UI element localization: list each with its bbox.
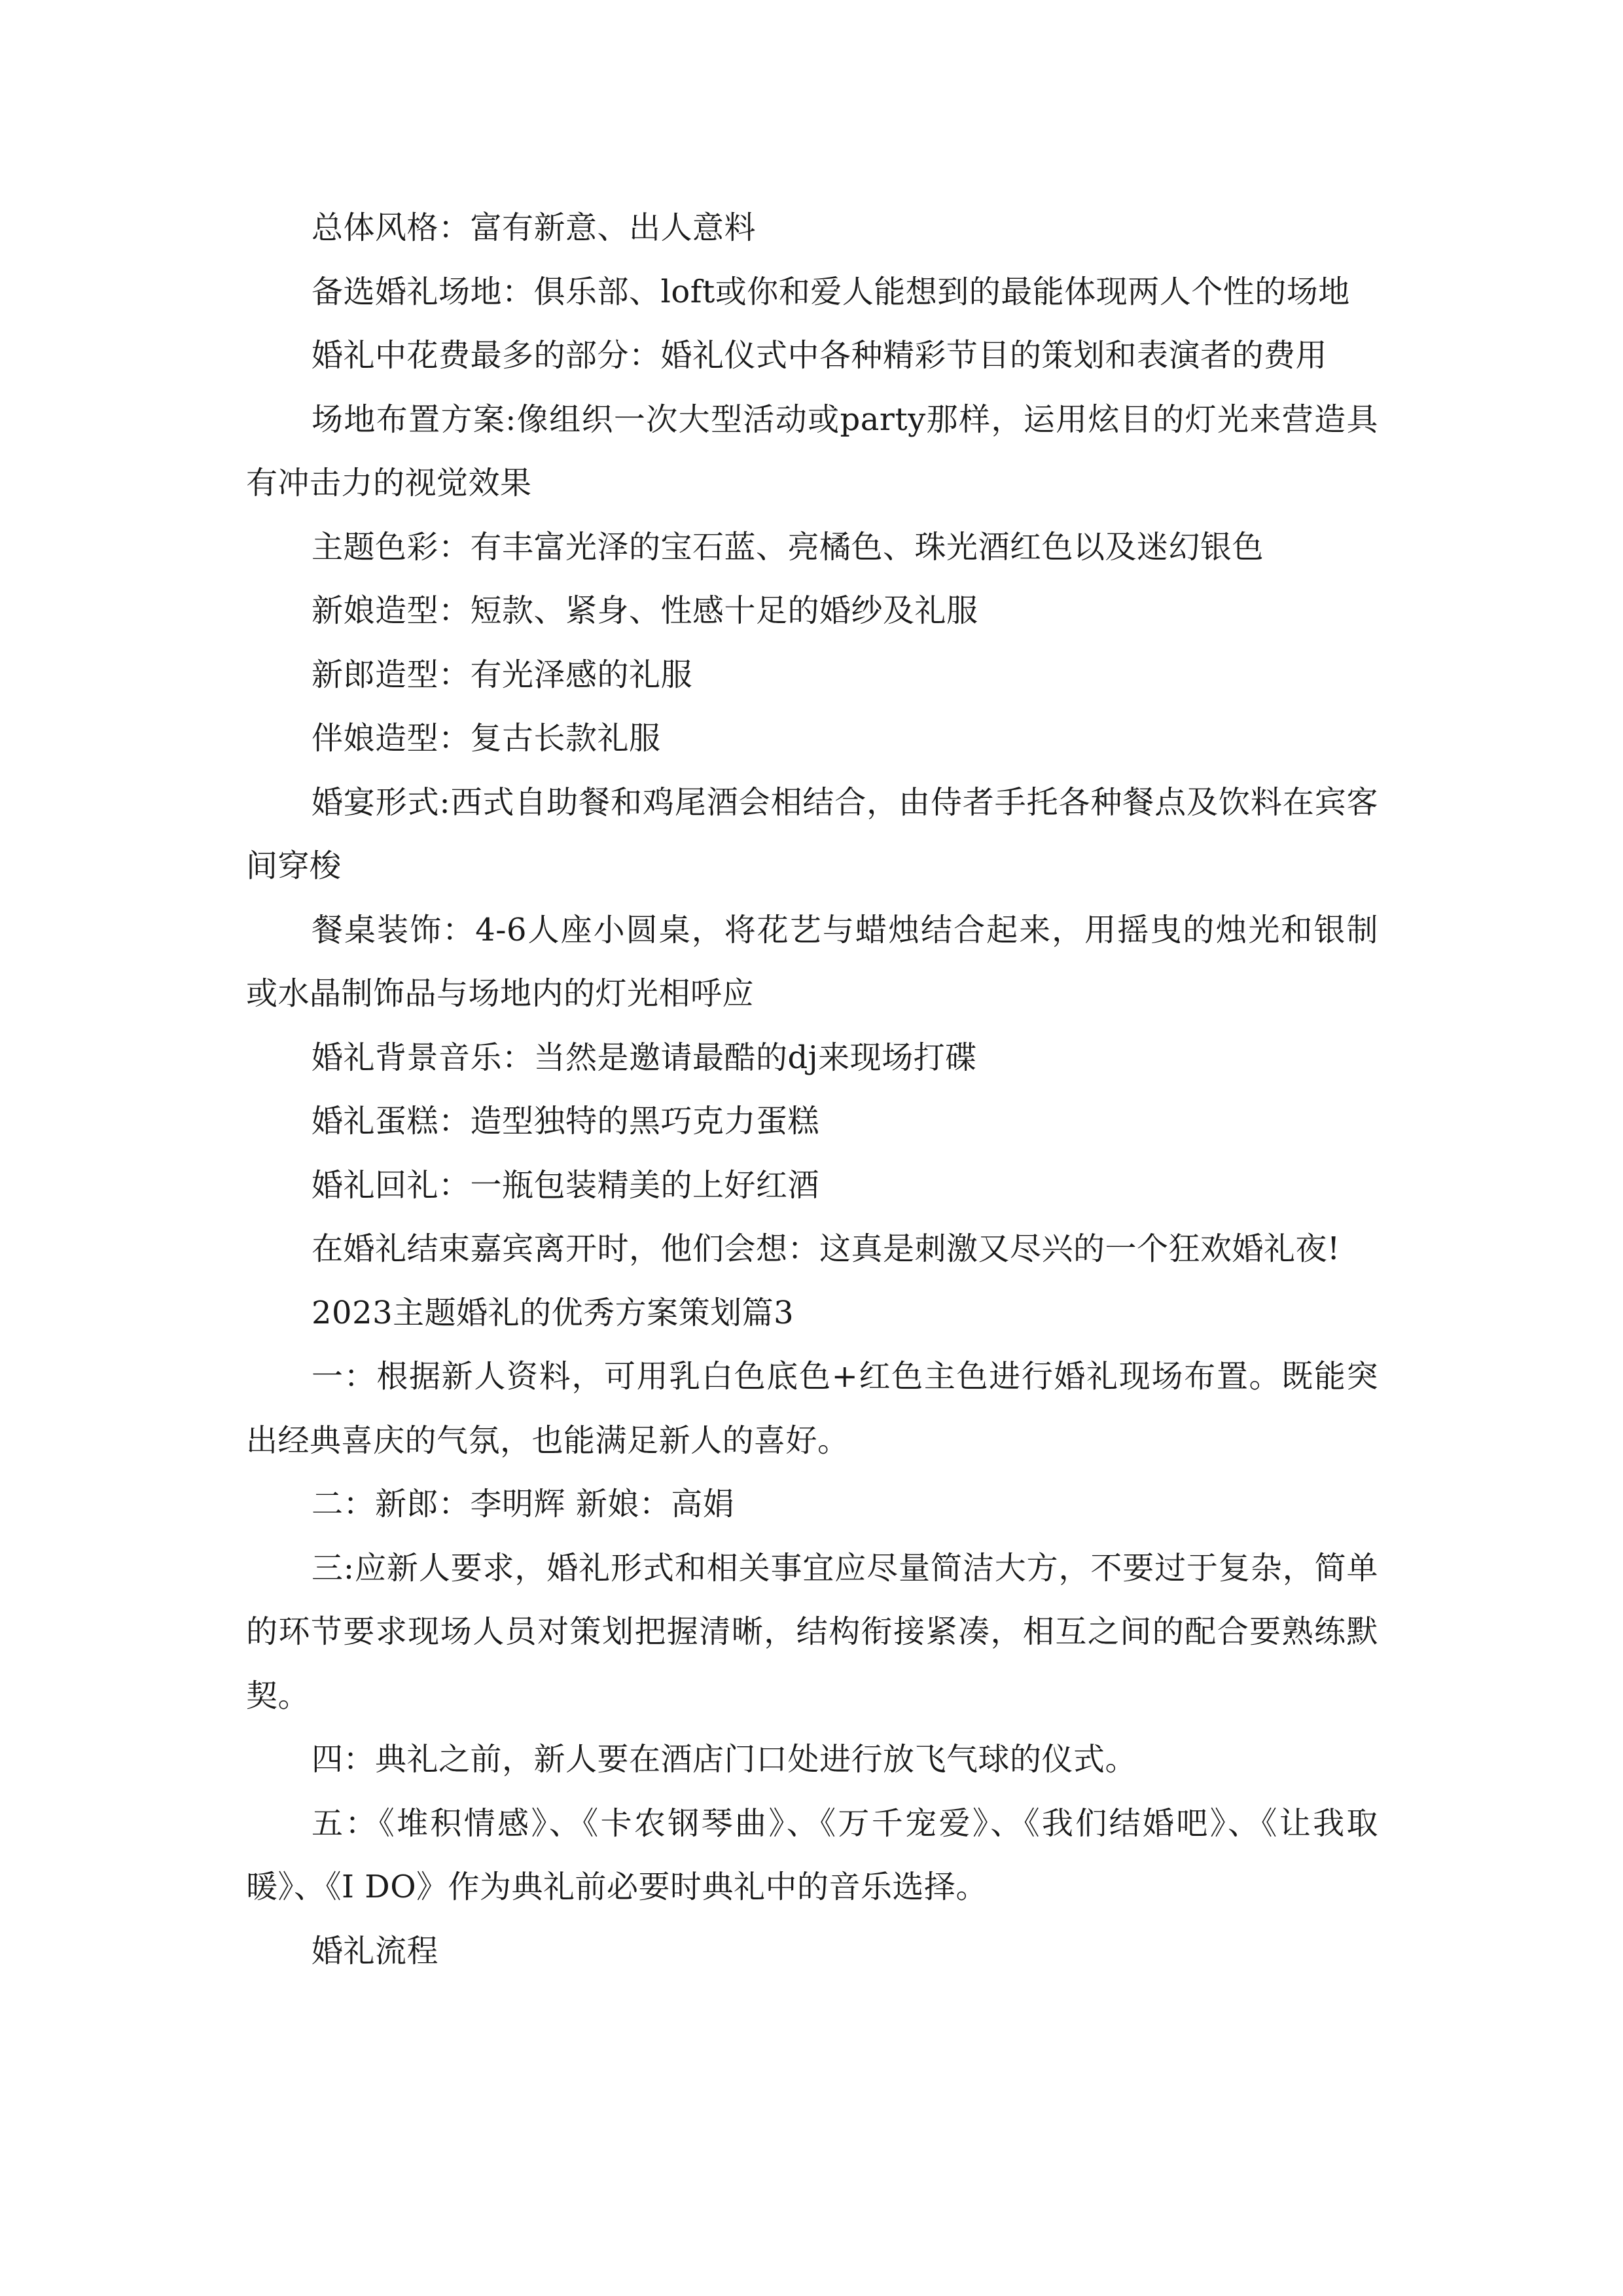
paragraph-banquet-format: 婚宴形式:西式自助餐和鸡尾酒会相结合，由侍者手托各种餐点及饮料在宾客间穿梭 bbox=[246, 783, 1378, 884]
section-heading: 2023主题婚礼的优秀方案策划篇3 bbox=[312, 1294, 794, 1331]
paragraph-table-decor: 餐桌装饰：4-6人座小圆桌，将花艺与蜡烛结合起来，用摇曳的烛光和银制或水晶制饰品与场地内的灯光相呼应 bbox=[246, 911, 1378, 1012]
paragraph-return-gift: 婚礼回礼：一瓶包装精美的上好红酒 bbox=[312, 1166, 820, 1204]
paragraph-item-three: 三:应新人要求，婚礼形式和相关事宜应尽量简洁大方，不要过于复杂，简单的环节要求现场人员对策划把握清晰，结构衔接紧凑，相互之间的配合要熟练默契。 bbox=[246, 1549, 1378, 1714]
paragraph-bridesmaid-style: 伴娘造型：复古长款礼服 bbox=[312, 720, 661, 757]
paragraph-item-one: 一：根据新人资料，可用乳白色底色+红色主色进行婚礼现场布置。既能突出经典喜庆的气氛，也能满足新人的喜好。 bbox=[246, 1358, 1378, 1459]
paragraph-item-two: 二：新郎：李明辉 新娘：高娟 bbox=[312, 1486, 735, 1522]
paragraph-closing-thought: 在婚礼结束嘉宾离开时，他们会想：这真是刺激又尽兴的一个狂欢婚礼夜! bbox=[312, 1230, 1340, 1267]
document-body bbox=[246, 196, 1378, 1983]
paragraph-venue-layout: 场地布置方案:像组织一次大型活动或party那样，运用炫目的灯光来营造具有冲击力的视觉效果 bbox=[246, 401, 1378, 501]
paragraph-groom-style: 新郎造型：有光泽感的礼服 bbox=[312, 656, 693, 693]
paragraph-theme-colors: 主题色彩：有丰富光泽的宝石蓝、亮橘色、珠光酒红色以及迷幻银色 bbox=[312, 528, 1264, 565]
paragraph-venue-options: 备选婚礼场地：俱乐部、loft或你和爱人能想到的最能体现两人个性的场地 bbox=[312, 273, 1350, 310]
paragraph-overall-style: 总体风格：富有新意、出人意料 bbox=[312, 209, 757, 246]
paragraph-background-music: 婚礼背景音乐：当然是邀请最酷的dj来现场打碟 bbox=[312, 1039, 977, 1076]
paragraph-wedding-cake: 婚礼蛋糕：造型独特的黑巧克力蛋糕 bbox=[312, 1103, 820, 1139]
paragraph-biggest-cost: 婚礼中花费最多的部分：婚礼仪式中各种精彩节目的策划和表演者的费用 bbox=[312, 337, 1328, 374]
paragraph-bride-style: 新娘造型：短款、紧身、性感十足的婚纱及礼服 bbox=[312, 592, 978, 629]
paragraph-wedding-process: 婚礼流程 bbox=[312, 1932, 439, 1969]
paragraph-item-five: 五：《堆积情感》、《卡农钢琴曲》、《万千宠爱》、《我们结婚吧》、《让我取暖》、《I DO》作为典礼前必要时典礼中的音乐选择。 bbox=[246, 1804, 1378, 1905]
paragraph-item-four: 四：典礼之前，新人要在酒店门口处进行放飞气球的仪式。 bbox=[312, 1741, 1137, 1778]
